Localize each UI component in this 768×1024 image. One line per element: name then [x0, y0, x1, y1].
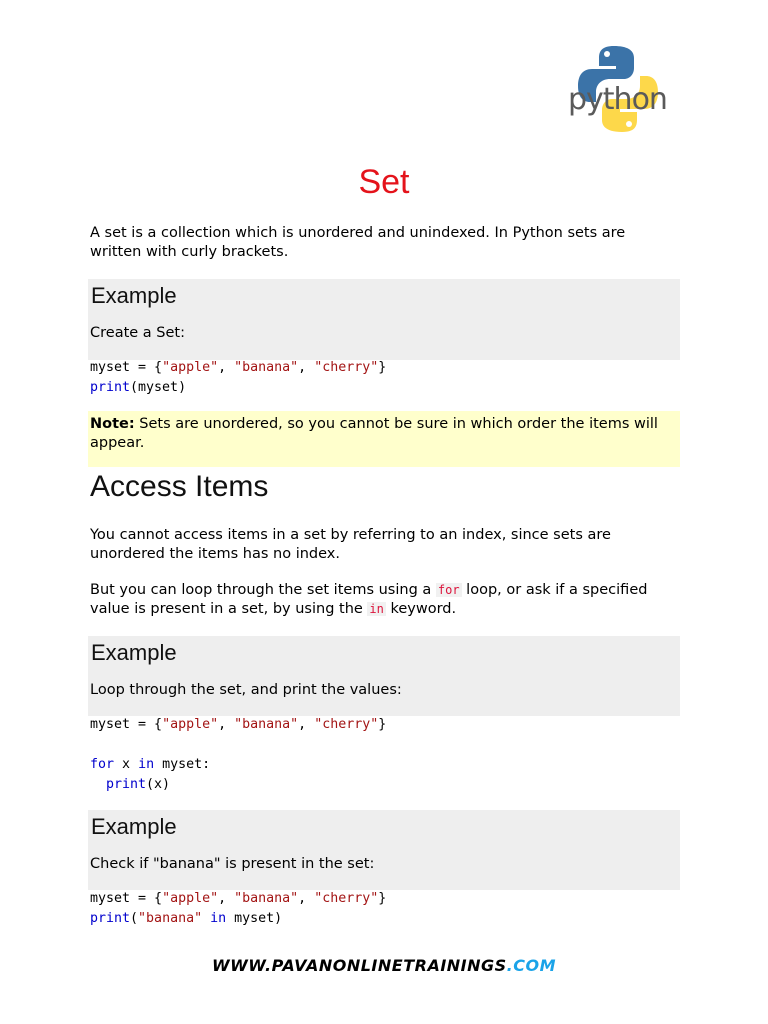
- example-heading: Example: [91, 283, 177, 308]
- note-label: Note:: [90, 416, 135, 432]
- footer-website-link[interactable]: WWW.PAVANONLINETRAININGS.COM: [211, 956, 557, 975]
- example-box-2: [88, 636, 680, 716]
- code-block-2: myset = {"apple", "banana", "cherry"} for x in myset: print(x): [90, 717, 387, 792]
- example-box-3: [88, 810, 680, 890]
- example-heading: Example: [91, 640, 177, 665]
- note-text: Note: Sets are unordered, so you cannot be sure in which order the items will appear.: [90, 416, 658, 451]
- intro-paragraph: A set is a collection which is unordered and unindexed. In Python sets are written with curly brackets.: [90, 225, 626, 260]
- access-paragraph-2: But you can loop through the set items using a for loop, or ask if a specified value is present in a set, by using the in keyword.: [90, 582, 648, 617]
- python-wordmark: python: [568, 82, 667, 117]
- access-paragraph-1: You cannot access items in a set by referring to an index, since sets are unordered the items has no index.: [90, 527, 611, 562]
- inline-code-in: in: [369, 602, 384, 616]
- python-logo: [566, 44, 670, 134]
- note-box: [88, 411, 680, 467]
- section-heading-access-items: Access Items: [90, 470, 269, 503]
- example-box-1: [88, 279, 680, 360]
- page-title: Set: [358, 163, 410, 201]
- example-description: Loop through the set, and print the values:: [90, 682, 402, 698]
- code-block-1: myset = {"apple", "banana", "cherry"} print(myset): [90, 360, 387, 395]
- example-description: Create a Set:: [90, 325, 185, 341]
- example-heading: Example: [91, 814, 177, 839]
- code-block-3: myset = {"apple", "banana", "cherry"} print("banana" in myset): [90, 891, 387, 926]
- inline-code-for: for: [437, 583, 460, 597]
- example-description: Check if "banana" is present in the set:: [90, 856, 375, 872]
